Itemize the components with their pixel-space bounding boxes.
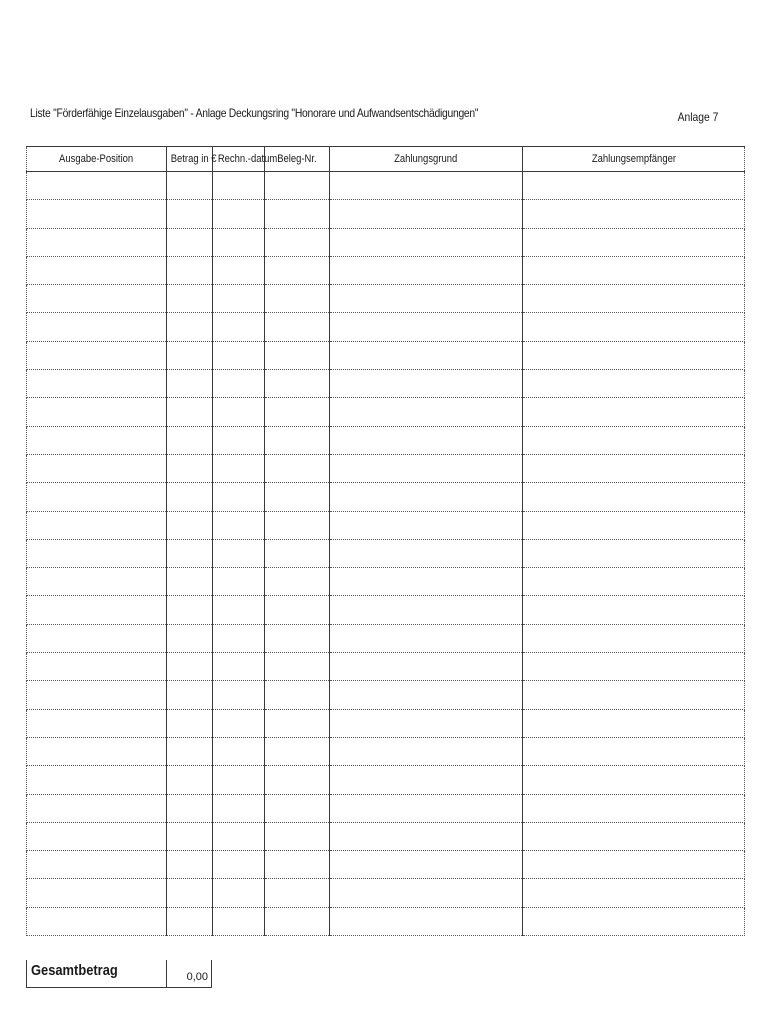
cell-receipt-number[interactable]: [265, 766, 330, 794]
cell-invoice-date[interactable]: [213, 313, 265, 341]
cell-invoice-date[interactable]: [213, 596, 265, 624]
cell-position[interactable]: [27, 426, 167, 454]
cell-payment-reason[interactable]: [330, 653, 523, 681]
cell-payment-reason[interactable]: [330, 483, 523, 511]
cell-receipt-number[interactable]: [265, 907, 330, 935]
cell-payee[interactable]: [523, 709, 745, 737]
cell-amount[interactable]: [167, 568, 213, 596]
cell-payee[interactable]: [523, 256, 745, 284]
cell-position[interactable]: [27, 766, 167, 794]
table-row: [27, 256, 745, 284]
cell-position[interactable]: [27, 370, 167, 398]
cell-payment-reason[interactable]: [330, 511, 523, 539]
cell-invoice-date[interactable]: [213, 907, 265, 935]
cell-invoice-date[interactable]: [213, 200, 265, 228]
table-row: [27, 737, 745, 765]
table-row: [27, 596, 745, 624]
table-row: [27, 794, 745, 822]
table-body: [27, 172, 745, 936]
table-row: [27, 511, 745, 539]
cell-position[interactable]: [27, 709, 167, 737]
cell-amount[interactable]: [167, 907, 213, 935]
cell-position[interactable]: [27, 822, 167, 850]
cell-invoice-date[interactable]: [213, 539, 265, 567]
cell-payment-reason[interactable]: [330, 568, 523, 596]
cell-receipt-number[interactable]: [265, 285, 330, 313]
cell-invoice-date[interactable]: [213, 370, 265, 398]
cell-payment-reason[interactable]: [330, 907, 523, 935]
table-row: [27, 822, 745, 850]
cell-payment-reason[interactable]: [330, 624, 523, 652]
cell-receipt-number[interactable]: [265, 879, 330, 907]
cell-payment-reason[interactable]: [330, 539, 523, 567]
cell-payment-reason[interactable]: [330, 172, 523, 200]
cell-payment-reason[interactable]: [330, 341, 523, 369]
cell-position[interactable]: [27, 228, 167, 256]
cell-payee[interactable]: [523, 794, 745, 822]
cell-amount[interactable]: [167, 539, 213, 567]
cell-position[interactable]: [27, 794, 167, 822]
cell-payee[interactable]: [523, 200, 745, 228]
cell-amount[interactable]: [167, 822, 213, 850]
column-header-amount: Betrag in €: [167, 147, 213, 172]
cell-amount[interactable]: [167, 228, 213, 256]
cell-payee[interactable]: [523, 370, 745, 398]
cell-payment-reason[interactable]: [330, 285, 523, 313]
cell-receipt-number[interactable]: [265, 709, 330, 737]
cell-invoice-date[interactable]: [213, 454, 265, 482]
column-header-invoice-date: Rechn.-datum: [213, 147, 265, 172]
cell-position[interactable]: [27, 539, 167, 567]
table-row: [27, 172, 745, 200]
cell-payee[interactable]: [523, 398, 745, 426]
table-row: [27, 426, 745, 454]
cell-payment-reason[interactable]: [330, 256, 523, 284]
cell-position[interactable]: [27, 313, 167, 341]
cell-payee[interactable]: [523, 879, 745, 907]
column-header-receipt-number: Beleg-Nr.: [265, 147, 330, 172]
cell-payee[interactable]: [523, 568, 745, 596]
table-row: [27, 681, 745, 709]
total-label: Gesamtbetrag: [26, 960, 166, 988]
cell-position[interactable]: [27, 851, 167, 879]
table-row: [27, 341, 745, 369]
cell-receipt-number[interactable]: [265, 426, 330, 454]
cell-payee[interactable]: [523, 454, 745, 482]
document-title: Liste "Förderfähige Einzelausgaben" - Anlage Deckungsring "Honorare und Aufwandsentschädigungen": [30, 106, 479, 120]
table-row: [27, 313, 745, 341]
cell-payee[interactable]: [523, 285, 745, 313]
cell-amount[interactable]: [167, 851, 213, 879]
cell-invoice-date[interactable]: [213, 483, 265, 511]
cell-invoice-date[interactable]: [213, 511, 265, 539]
cell-receipt-number[interactable]: [265, 341, 330, 369]
cell-position[interactable]: [27, 879, 167, 907]
cell-payment-reason[interactable]: [330, 851, 523, 879]
table-row: [27, 851, 745, 879]
cell-receipt-number[interactable]: [265, 681, 330, 709]
table-row: [27, 539, 745, 567]
cell-payment-reason[interactable]: [330, 596, 523, 624]
table-header-row: [27, 147, 745, 172]
cell-position[interactable]: [27, 341, 167, 369]
annex-label: Anlage 7: [677, 110, 718, 124]
cell-position[interactable]: [27, 568, 167, 596]
table-row: [27, 200, 745, 228]
cell-invoice-date[interactable]: [213, 426, 265, 454]
cell-payment-reason[interactable]: [330, 766, 523, 794]
cell-invoice-date[interactable]: [213, 822, 265, 850]
cell-invoice-date[interactable]: [213, 709, 265, 737]
cell-payee[interactable]: [523, 681, 745, 709]
cell-payee[interactable]: [523, 907, 745, 935]
cell-payment-reason[interactable]: [330, 879, 523, 907]
cell-receipt-number[interactable]: [265, 228, 330, 256]
cell-payment-reason[interactable]: [330, 737, 523, 765]
cell-receipt-number[interactable]: [265, 851, 330, 879]
cell-invoice-date[interactable]: [213, 398, 265, 426]
cell-payment-reason[interactable]: [330, 228, 523, 256]
cell-payment-reason[interactable]: [330, 313, 523, 341]
cell-invoice-date[interactable]: [213, 653, 265, 681]
cell-invoice-date[interactable]: [213, 285, 265, 313]
cell-payment-reason[interactable]: [330, 370, 523, 398]
cell-position[interactable]: [27, 737, 167, 765]
cell-payee[interactable]: [523, 228, 745, 256]
cell-payee[interactable]: [523, 172, 745, 200]
cell-position[interactable]: [27, 624, 167, 652]
cell-amount[interactable]: [167, 483, 213, 511]
cell-amount[interactable]: [167, 794, 213, 822]
cell-receipt-number[interactable]: [265, 256, 330, 284]
cell-invoice-date[interactable]: [213, 568, 265, 596]
cell-amount[interactable]: [167, 709, 213, 737]
table-row: [27, 709, 745, 737]
cell-receipt-number[interactable]: [265, 653, 330, 681]
cell-payment-reason[interactable]: [330, 398, 523, 426]
cell-payee[interactable]: [523, 511, 745, 539]
cell-invoice-date[interactable]: [213, 794, 265, 822]
cell-receipt-number[interactable]: [265, 822, 330, 850]
cell-invoice-date[interactable]: [213, 766, 265, 794]
cell-invoice-date[interactable]: [213, 624, 265, 652]
cell-position[interactable]: [27, 200, 167, 228]
table-row: [27, 624, 745, 652]
cell-position[interactable]: [27, 454, 167, 482]
column-header-position: Ausgabe-Position: [27, 147, 167, 172]
cell-position[interactable]: [27, 681, 167, 709]
total-value: 0,00: [166, 960, 212, 988]
cell-receipt-number[interactable]: [265, 172, 330, 200]
cell-amount[interactable]: [167, 879, 213, 907]
cell-payment-reason[interactable]: [330, 426, 523, 454]
expense-table: [26, 146, 745, 936]
cell-payee[interactable]: [523, 624, 745, 652]
cell-payment-reason[interactable]: [330, 822, 523, 850]
cell-receipt-number[interactable]: [265, 313, 330, 341]
table-row: [27, 653, 745, 681]
cell-amount[interactable]: [167, 285, 213, 313]
total-row: [26, 960, 212, 988]
cell-amount[interactable]: [167, 454, 213, 482]
cell-receipt-number[interactable]: [265, 200, 330, 228]
cell-receipt-number[interactable]: [265, 737, 330, 765]
cell-amount[interactable]: [167, 313, 213, 341]
cell-position[interactable]: [27, 172, 167, 200]
cell-receipt-number[interactable]: [265, 511, 330, 539]
cell-amount[interactable]: [167, 370, 213, 398]
cell-payee[interactable]: [523, 851, 745, 879]
cell-payment-reason[interactable]: [330, 794, 523, 822]
table-row: [27, 398, 745, 426]
cell-receipt-number[interactable]: [265, 483, 330, 511]
cell-invoice-date[interactable]: [213, 256, 265, 284]
cell-amount[interactable]: [167, 653, 213, 681]
cell-payee[interactable]: [523, 341, 745, 369]
cell-amount[interactable]: [167, 172, 213, 200]
table-row: [27, 285, 745, 313]
cell-receipt-number[interactable]: [265, 454, 330, 482]
cell-payee[interactable]: [523, 766, 745, 794]
table-row: [27, 879, 745, 907]
cell-amount[interactable]: [167, 256, 213, 284]
cell-invoice-date[interactable]: [213, 851, 265, 879]
cell-invoice-date[interactable]: [213, 681, 265, 709]
cell-position[interactable]: [27, 596, 167, 624]
cell-payee[interactable]: [523, 822, 745, 850]
cell-payment-reason[interactable]: [330, 454, 523, 482]
cell-payment-reason[interactable]: [330, 681, 523, 709]
cell-amount[interactable]: [167, 200, 213, 228]
cell-amount[interactable]: [167, 624, 213, 652]
cell-invoice-date[interactable]: [213, 228, 265, 256]
cell-invoice-date[interactable]: [213, 737, 265, 765]
cell-amount[interactable]: [167, 398, 213, 426]
table-row: [27, 370, 745, 398]
cell-receipt-number[interactable]: [265, 370, 330, 398]
cell-invoice-date[interactable]: [213, 879, 265, 907]
table-row: [27, 228, 745, 256]
table-row: [27, 907, 745, 935]
cell-receipt-number[interactable]: [265, 539, 330, 567]
cell-payee[interactable]: [523, 426, 745, 454]
cell-position[interactable]: [27, 483, 167, 511]
cell-payee[interactable]: [523, 483, 745, 511]
table-row: [27, 766, 745, 794]
cell-position[interactable]: [27, 256, 167, 284]
cell-payment-reason[interactable]: [330, 709, 523, 737]
table-row: [27, 454, 745, 482]
cell-amount[interactable]: [167, 596, 213, 624]
cell-payee[interactable]: [523, 596, 745, 624]
cell-amount[interactable]: [167, 737, 213, 765]
cell-amount[interactable]: [167, 681, 213, 709]
cell-invoice-date[interactable]: [213, 172, 265, 200]
cell-payee[interactable]: [523, 539, 745, 567]
cell-amount[interactable]: [167, 511, 213, 539]
cell-receipt-number[interactable]: [265, 624, 330, 652]
cell-receipt-number[interactable]: [265, 596, 330, 624]
cell-payment-reason[interactable]: [330, 200, 523, 228]
table-row: [27, 568, 745, 596]
cell-position[interactable]: [27, 398, 167, 426]
cell-amount[interactable]: [167, 341, 213, 369]
cell-receipt-number[interactable]: [265, 398, 330, 426]
table-row: [27, 483, 745, 511]
cell-position[interactable]: [27, 907, 167, 935]
column-header-payee: Zahlungsempfänger: [523, 147, 745, 172]
cell-position[interactable]: [27, 511, 167, 539]
cell-invoice-date[interactable]: [213, 341, 265, 369]
cell-receipt-number[interactable]: [265, 794, 330, 822]
cell-payee[interactable]: [523, 313, 745, 341]
cell-payee[interactable]: [523, 653, 745, 681]
cell-amount[interactable]: [167, 426, 213, 454]
column-header-payment-reason: Zahlungsgrund: [330, 147, 523, 172]
cell-payee[interactable]: [523, 737, 745, 765]
cell-position[interactable]: [27, 653, 167, 681]
cell-position[interactable]: [27, 285, 167, 313]
cell-amount[interactable]: [167, 766, 213, 794]
cell-receipt-number[interactable]: [265, 568, 330, 596]
